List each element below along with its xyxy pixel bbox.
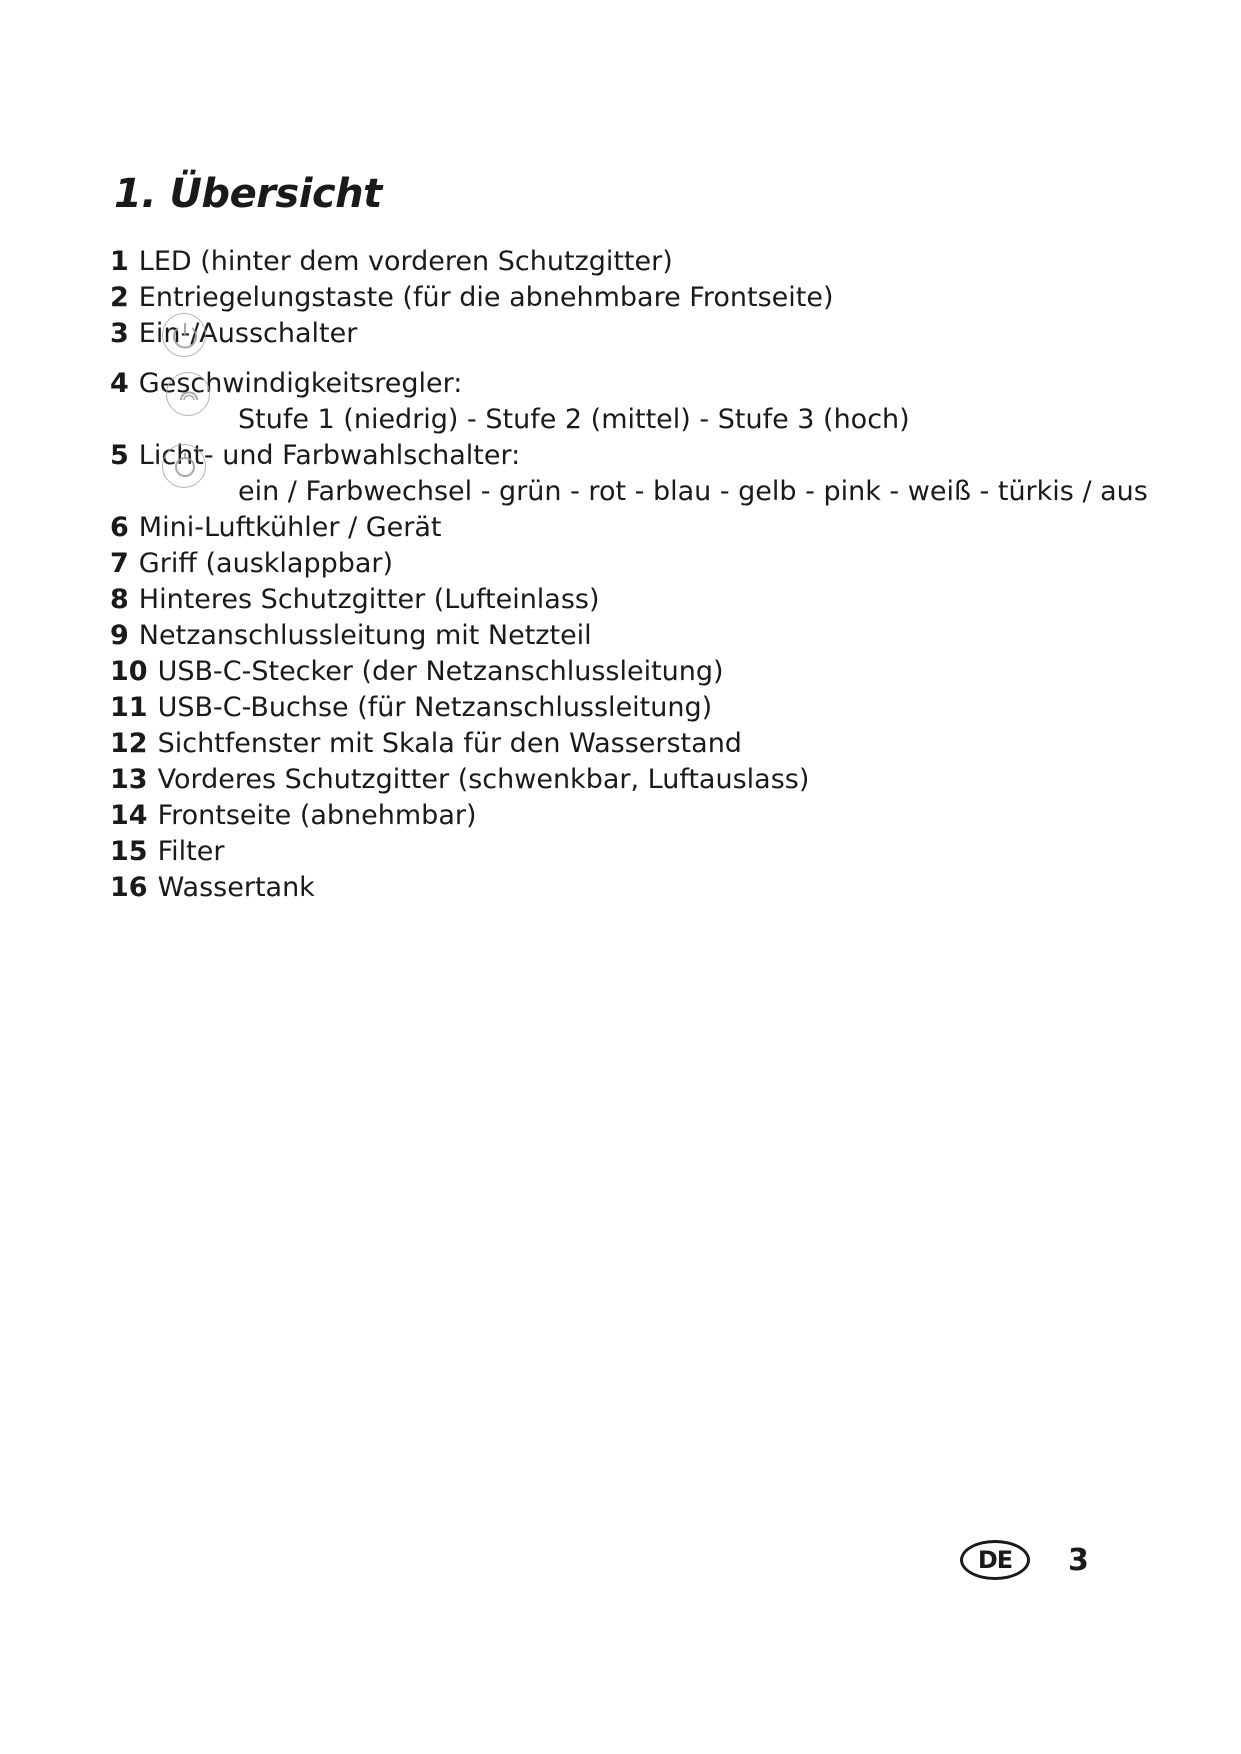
item-label: Hinteres Schutzgitter (Lufteinlass)	[138, 584, 600, 615]
item-label: Geschwindigkeitsregler:	[138, 368, 463, 399]
item-number: 8	[110, 584, 129, 615]
page-title: 1. Übersicht	[114, 171, 382, 217]
speed-icon	[166, 372, 210, 416]
item-label: Ein-/Ausschalter	[138, 318, 358, 349]
spacer	[110, 352, 1170, 366]
item-number: 16	[110, 872, 148, 903]
list-item	[110, 798, 1170, 834]
list-item	[110, 654, 1170, 690]
list-item	[110, 244, 1170, 280]
item-number: 2	[110, 282, 129, 313]
item-number: 14	[110, 800, 148, 831]
item-detail: ein / Farbwechsel - grün - rot - blau - gelb - pink - weiß - türkis / aus	[238, 476, 1148, 507]
list-item	[110, 726, 1170, 762]
list-item	[110, 834, 1170, 870]
item-number: 3	[110, 318, 129, 349]
item-number: 9	[110, 620, 129, 651]
item-label: USB-C-Stecker (der Netzanschlussleitung)	[157, 656, 724, 687]
list-item	[110, 316, 1170, 352]
list-item	[110, 618, 1170, 654]
list-item	[110, 510, 1170, 546]
list-item	[110, 280, 1170, 316]
item-label: Wassertank	[157, 872, 315, 903]
item-label: USB-C-Buchse (für Netzanschlussleitung)	[157, 692, 713, 723]
item-label: Entriegelungstaste (für die abnehmbare Frontseite)	[138, 282, 834, 313]
item-label: Griff (ausklappbar)	[138, 548, 394, 579]
power-icon	[162, 313, 206, 357]
item-label: Netzanschlussleitung mit Netzteil	[138, 620, 592, 651]
item-label: Mini-Luftkühler / Gerät	[138, 512, 442, 543]
item-number: 6	[110, 512, 129, 543]
light-icon	[162, 444, 206, 488]
item-label: LED (hinter dem vorderen Schutzgitter)	[138, 246, 673, 277]
item-label: Frontseite (abnehmbar)	[157, 800, 477, 831]
item-number: 4	[110, 368, 129, 399]
item-number: 13	[110, 764, 148, 795]
list-item	[110, 438, 1170, 474]
item-number: 12	[110, 728, 148, 759]
item-label: Vorderes Schutzgitter (schwenkbar, Luftauslass)	[157, 764, 810, 795]
item-label: Sichtfenster mit Skala für den Wasserstand	[157, 728, 742, 759]
page-number: 3	[1068, 1542, 1089, 1578]
item-detail: Stufe 1 (niedrig) - Stufe 2 (mittel) - Stufe 3 (hoch)	[238, 404, 910, 435]
item-number: 15	[110, 836, 148, 867]
item-number: 10	[110, 656, 148, 687]
item-number: 7	[110, 548, 129, 579]
list-item	[110, 762, 1170, 798]
page-footer	[960, 1540, 1089, 1580]
item-number: 1	[110, 246, 129, 277]
item-label: Licht- und Farbwahlschalter:	[138, 440, 521, 471]
language-badge: DE	[960, 1540, 1030, 1580]
parts-list	[110, 244, 1170, 906]
item-number: 11	[110, 692, 148, 723]
list-item	[110, 690, 1170, 726]
list-item	[110, 870, 1170, 906]
list-item	[110, 546, 1170, 582]
item-number: 5	[110, 440, 129, 471]
item-label: Filter	[157, 836, 225, 867]
list-item	[110, 366, 1170, 402]
list-item	[110, 582, 1170, 618]
